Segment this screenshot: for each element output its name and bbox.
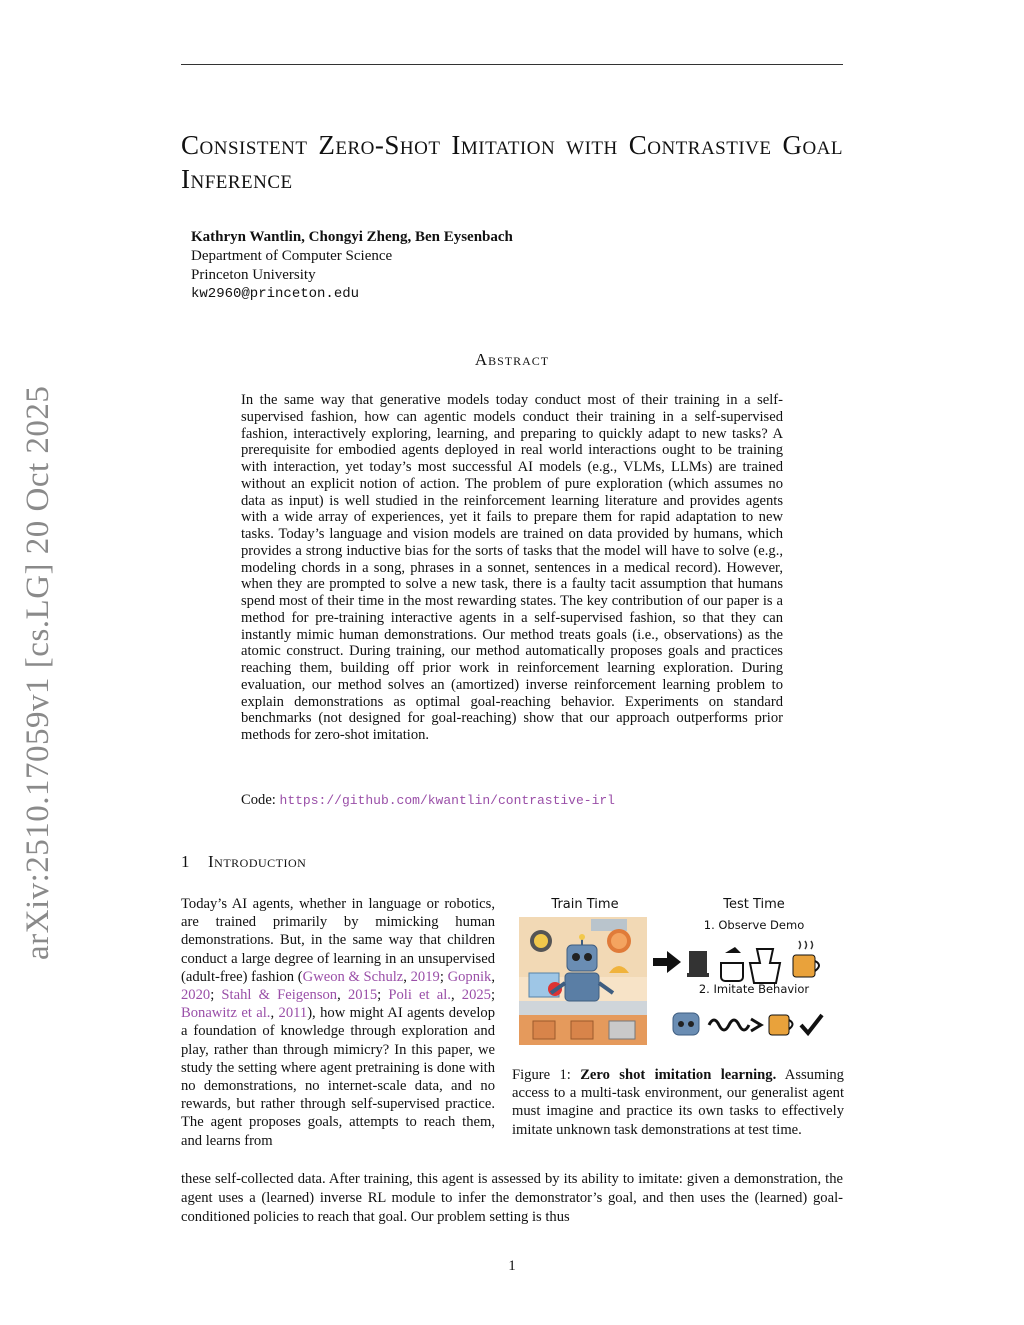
page-number: 1 <box>508 1258 516 1274</box>
squiggle-path-icon <box>709 1020 749 1030</box>
citation-year-link[interactable]: 2025 <box>461 987 491 1004</box>
citation-separator: ; <box>490 987 496 1004</box>
demo-sequence <box>687 941 819 983</box>
imitate-behavior-label: 2. Imitate Behavior <box>698 982 810 996</box>
abstract-heading: Abstract <box>474 350 550 369</box>
figure-caption <box>512 1066 844 1139</box>
citation-separator: , <box>403 968 411 985</box>
pot-icon <box>721 963 743 981</box>
top-rule <box>181 64 843 65</box>
checkmark-icon <box>801 1015 822 1033</box>
paper-title: Consistent Zero-Shot Imitation with Contrastive Goal Inference <box>181 130 843 194</box>
abstract-text: In the same way that generative models today conduct most of their training in a self-supervised fashion, how can agentic models conduct their training in a self-supervised fashion, interactively exploring, learning, and preparing to quickly adapt to new tasks? A prerequisite for embodied agents deployed in real world interactions ought to be training with interaction, yet today’s most successful AI models (e.g., VLMs, LLMs) are trained without an explicit notion of action. The problem of pure exploration (which assumes no data as input) is well studied in the reinforcement learning literature and provides agents with a wide array of experiences, yet it fails to prepare them for rapid adaptation to new tasks. Today’s language and vision models are trained on data provided by humans, which provides a strong inductive bias for the sorts of tasks that the model will have to solve (e.g., modeling chords in a song, phrases in a sonnet, sentences in a medical record). However, when they are prompted to solve a new task, there is a faulty tacit assumption that humans spend most of their time in the most rewarding states. The key contribution of our paper is a method for pre-training interactive agents in a self-supervised fashion, so that they can instantly mimic human demonstrations. Our method treats goals (i.e., observations) as the atomic construct. During training, our method automatically proposes goals and practices reaching them, building off prior work in reinforcement learning exploration. During evaluation, our method solves an (amortized) inverse reinforcement learning problem to explain demonstrations as optimal goal-reaching behavior. Experiments on standard benchmarks (not designed for goal-reaching) show that our approach outperforms prior methods for zero-shot imitation. <box>241 392 783 743</box>
citation-link[interactable]: Bonawitz et al. <box>181 1005 271 1022</box>
moka-pot-icon <box>750 949 780 983</box>
citation-separator: , <box>270 1005 279 1022</box>
citation-separator: , <box>491 968 495 985</box>
section-number: 1 <box>181 852 190 871</box>
citation-year-link[interactable]: 2015 <box>347 987 378 1004</box>
code-label: Code: <box>241 792 276 808</box>
test-time-label: Test Time <box>723 897 785 912</box>
coffee-cup-result-icon <box>769 1015 789 1035</box>
imitation-sequence <box>673 1013 822 1035</box>
citation-separator: , <box>337 987 348 1004</box>
section-heading <box>181 852 306 872</box>
train-time-label: Train Time <box>551 897 619 912</box>
observe-demo-label: 1. Observe Demo <box>703 918 805 932</box>
citation-year-link[interactable]: 2020 <box>181 987 211 1004</box>
figure-1 <box>511 893 845 1055</box>
citation-link[interactable]: Poli et al. <box>388 987 451 1004</box>
citation-link[interactable]: Stahl & Feigenson <box>221 987 338 1004</box>
author-block <box>191 228 513 304</box>
coffee-cup-icon <box>793 955 815 977</box>
code-link[interactable]: https://github.com/kwantlin/contrastive-irl <box>279 793 615 808</box>
robot-small-icon <box>673 1013 699 1035</box>
citation-link[interactable]: Gweon & Schulz <box>302 968 404 985</box>
code-line <box>241 792 615 809</box>
author-university: Princeton University <box>191 267 316 283</box>
citation-separator: ; <box>210 987 222 1004</box>
author-email[interactable]: kw2960@princeton.edu <box>191 286 360 302</box>
arrow-right-icon <box>653 951 681 973</box>
intro-text: Today’s AI agents, whether in language or robotics, are trained primarily by mimicking human demonstrations. But, in the same way that children conduct a large degree of learning in an unsupervised (adult-free) fashion ( <box>181 896 495 985</box>
citation-link[interactable]: Gopnik <box>447 968 492 985</box>
intro-text: ), how might AI agents develop a foundation of knowledge through exploration and play, rather than through mimicry? In this paper, we study the setting where agent pretraining is done with no demonstrations, no internet-scale data, and no rewards, but rather through self-supervised practice. The agent proposes goals, attempts to reach them, and learns from <box>181 1005 495 1149</box>
author-department: Department of Computer Science <box>191 248 393 264</box>
coffee-grinder-icon <box>689 951 707 973</box>
citation-year-link[interactable]: 2019 <box>410 968 440 985</box>
section-title: Introduction <box>208 852 307 871</box>
caption-text: Assuming access to a multi-task environment, our generalist agent must imagine and practice its own tasks to effectively imitate unknown task demonstrations at test time. <box>512 1067 844 1138</box>
citation-year-link[interactable]: 2011 <box>278 1005 308 1022</box>
citation-separator: ; <box>377 987 389 1004</box>
intro-paragraph-column <box>181 895 495 1150</box>
caption-prefix: Figure 1: <box>512 1067 581 1083</box>
figure-illustration <box>511 893 845 1055</box>
intro-paragraph-full: these self-collected data. After training, this agent is assessed by its ability to imitate: given a demonstration, the agent uses a (learned) inverse RL module to infer the demonstrator’s goal, and then uses the (learned) goal-conditioned policies to reach that goal. Our problem setting is thus <box>181 1171 843 1225</box>
author-names: Kathryn Wantlin, Chongyi Zheng, Ben Eysenbach <box>191 229 513 245</box>
citation-separator: ; <box>439 968 448 985</box>
caption-bold: Zero shot imitation learning. <box>580 1067 777 1083</box>
citation-separator: , <box>450 987 462 1004</box>
arxiv-identifier: arXiv:2510.17059v1 [cs.LG] 20 Oct 2025 <box>20 385 56 960</box>
